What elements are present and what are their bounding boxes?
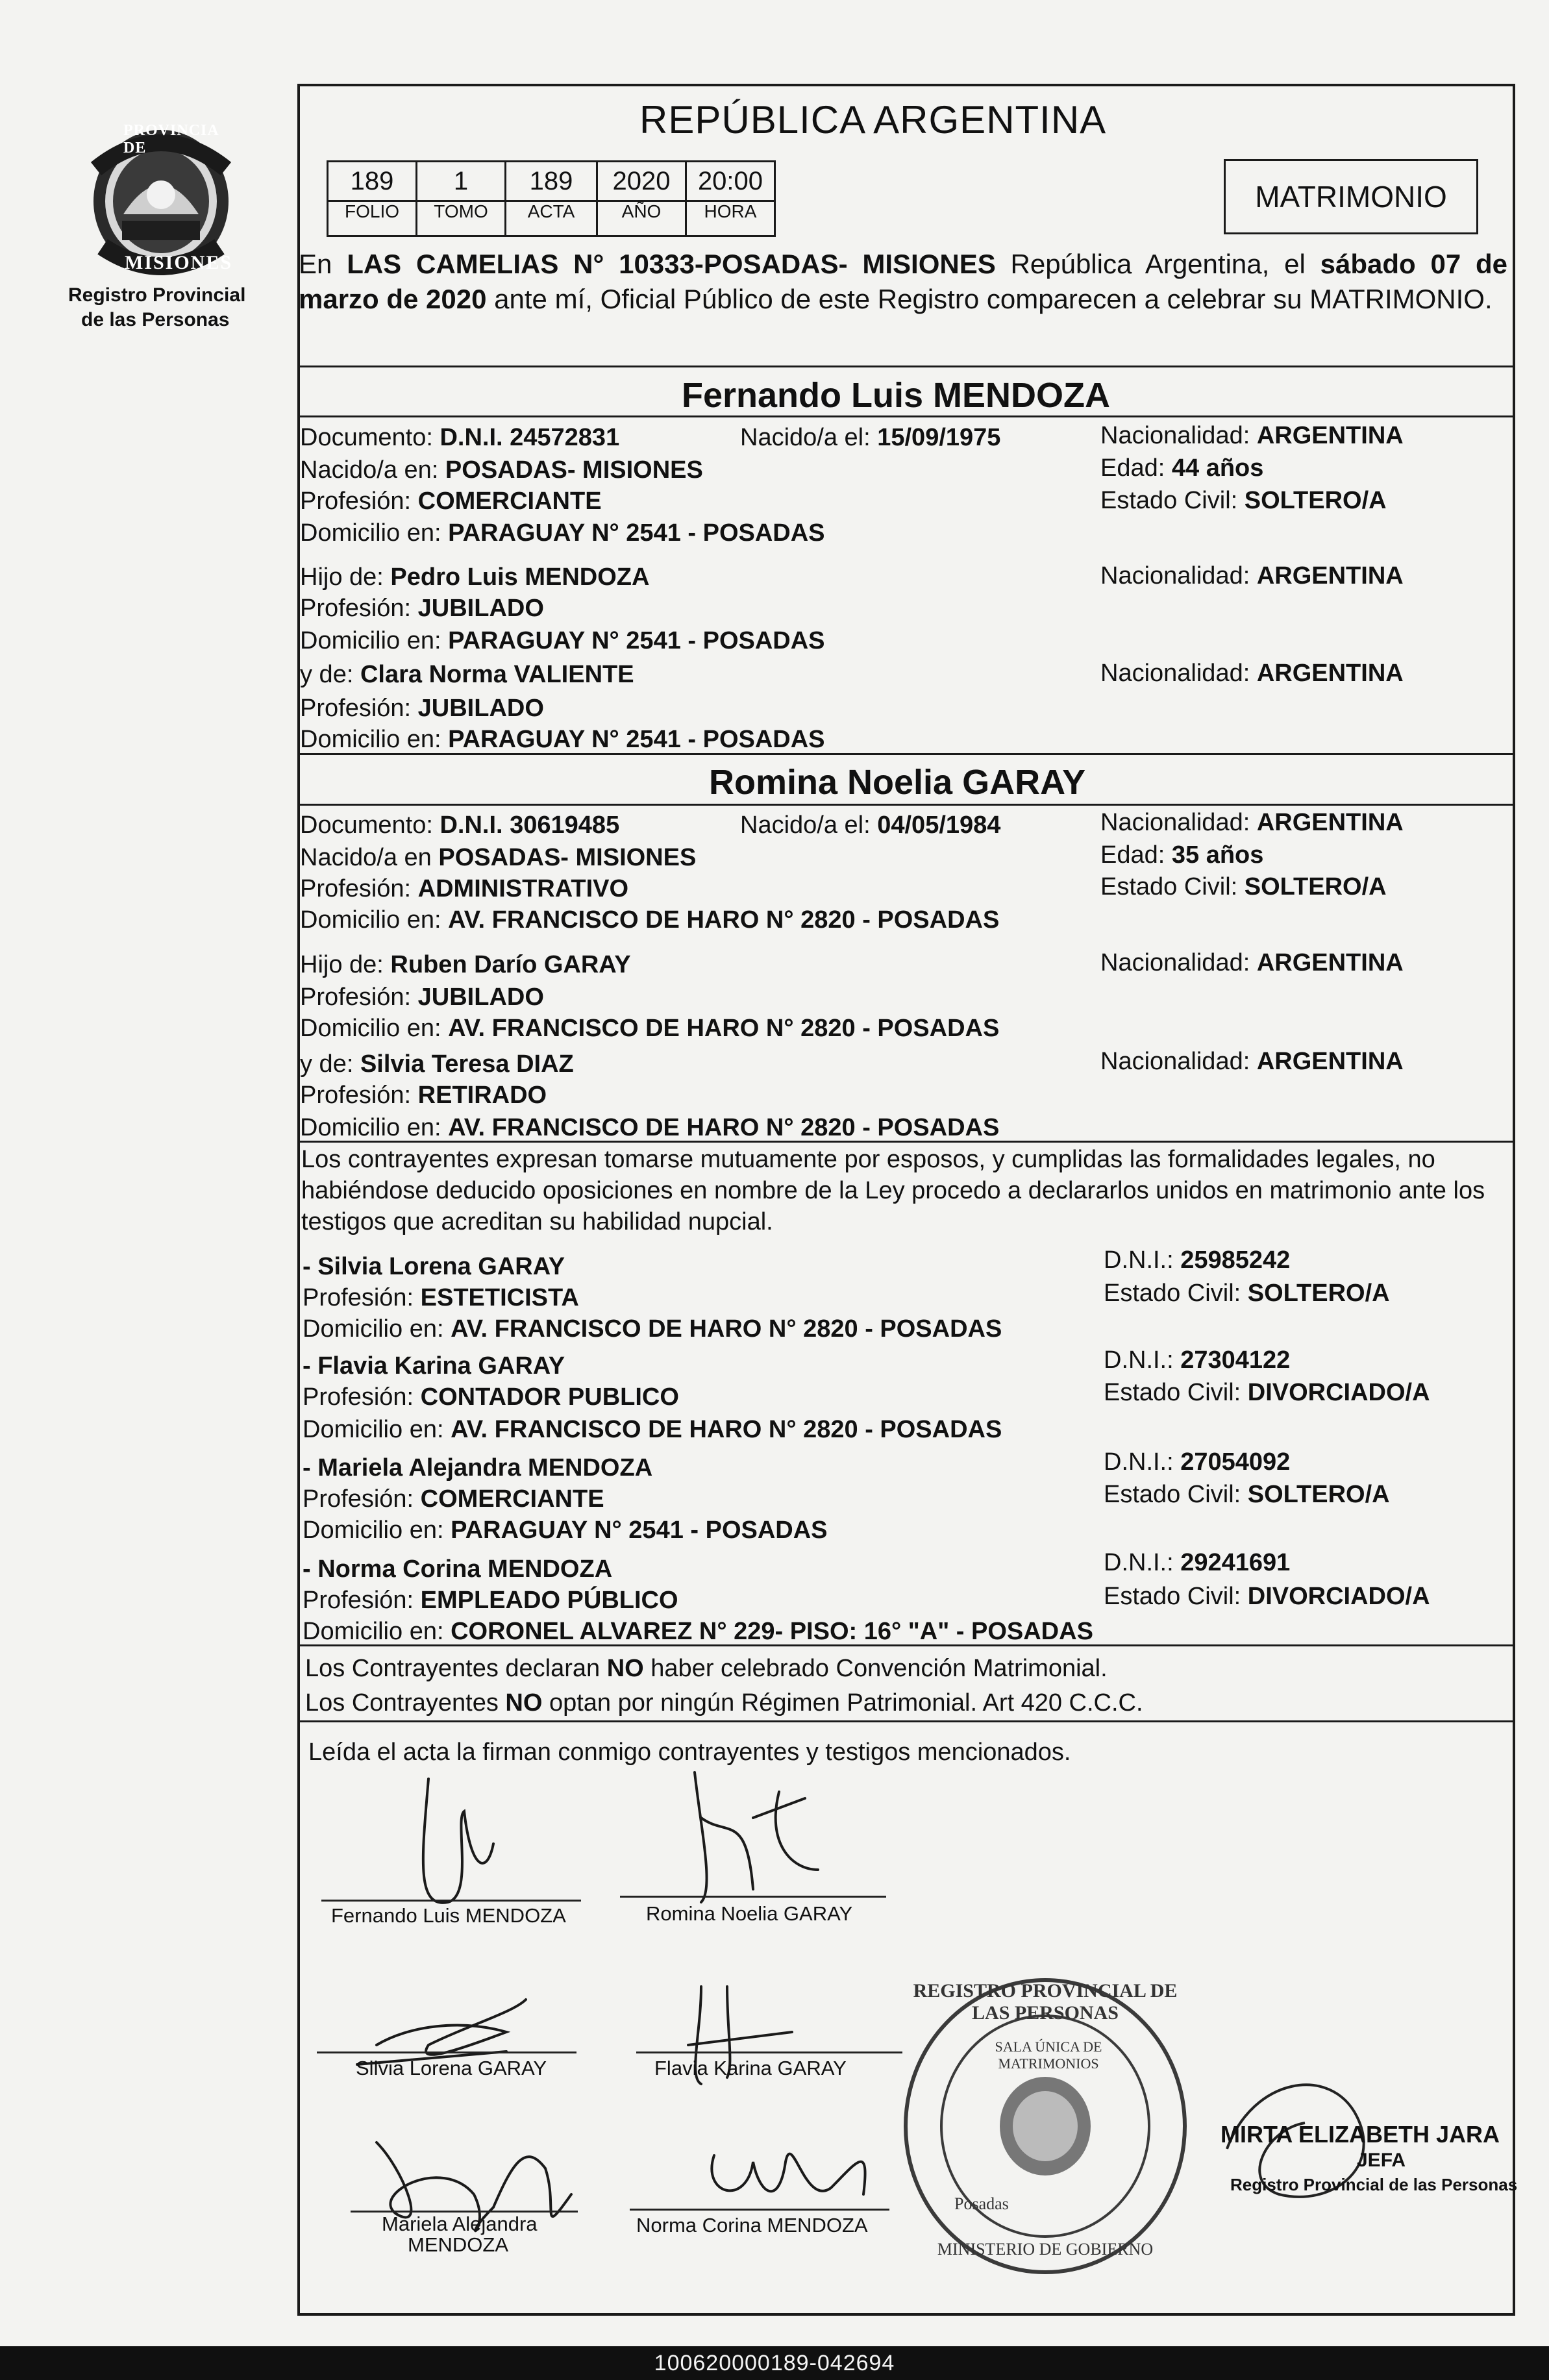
signature-label-witness-4: Norma Corina MENDOZA	[636, 2214, 868, 2237]
witness-dni: D.N.I.: 27054092	[1104, 1448, 1291, 1476]
bride-nationality: Nacionalidad: ARGENTINA	[1100, 809, 1404, 836]
groom-mother-nationality: Nacionalidad: ARGENTINA	[1100, 660, 1404, 687]
year-label: AÑO	[598, 200, 685, 221]
signature-label-witness-3-line1: Mariela Alejandra	[382, 2213, 538, 2235]
signature-bride	[695, 1772, 818, 1902]
bride-father-nationality: Nacionalidad: ARGENTINA	[1100, 949, 1404, 976]
signature-label-witness-2: Flavia Karina GARAY	[654, 2057, 847, 2079]
bride-birth-place: Nacido/a en POSADAS- MISIONES	[300, 844, 697, 871]
witness-civil-status: Estado Civil: DIVORCIADO/A	[1104, 1379, 1430, 1406]
bride-mother-address: Domicilio en: AV. FRANCISCO DE HARO N° 2820 - POSADAS	[300, 1114, 1000, 1141]
witness-address: Domicilio en: CORONEL ALVAREZ N° 229- PISO: 16° "A" - POSADAS	[303, 1618, 1093, 1645]
bride-address: Domicilio en: AV. FRANCISCO DE HARO N° 2820 - POSADAS	[300, 906, 1000, 934]
groom-father-profession: Profesión: JUBILADO	[300, 595, 544, 622]
bride-father-profession: Profesión: JUBILADO	[300, 984, 544, 1011]
intro-text-2: República Argentina, el	[995, 249, 1320, 279]
seal-top-text: REGISTRO PROVINCIAL DE LAS PERSONAS	[913, 1980, 1178, 2024]
witness-address: Domicilio en: AV. FRANCISCO DE HARO N° 2820 - POSADAS	[303, 1416, 1002, 1443]
witness-name: - Mariela Alejandra MENDOZA	[303, 1454, 653, 1481]
signature-line-groom	[321, 1900, 581, 1902]
footer-code: 100620000189-042694	[654, 2351, 895, 2375]
hour-box	[685, 160, 776, 237]
bride-father: Hijo de: Ruben Darío GARAY	[300, 951, 631, 978]
groom-mother: y de: Clara Norma VALIENTE	[300, 661, 634, 688]
folio-label: FOLIO	[328, 200, 415, 221]
bride-birth-date: Nacido/a el: 04/05/1984	[740, 812, 1001, 839]
groom-profession: Profesión: COMERCIANTE	[300, 488, 602, 515]
witness-address: Domicilio en: AV. FRANCISCO DE HARO N° 2820 - POSADAS	[303, 1315, 1002, 1343]
groom-father-address: Domicilio en: PARAGUAY N° 2541 - POSADAS	[300, 627, 825, 654]
logo-arc-text: PROVINCIA DE	[123, 122, 219, 156]
seal-city-text: Posadas	[954, 2194, 1009, 2213]
witness-profession: Profesión: EMPLEADO PÚBLICO	[303, 1587, 678, 1614]
witness-profession: Profesión: CONTADOR PUBLICO	[303, 1383, 679, 1411]
ceremony-place: LAS CAMELIAS N° 10333-POSADAS- MISIONES	[347, 249, 996, 279]
intro-text-3: ante mí, Oficial Público de este Registro comparecen a celebrar su MATRIMONIO.	[486, 284, 1493, 314]
witness-name: - Flavia Karina GARAY	[303, 1352, 565, 1380]
seal-bottom-text: MINISTERIO DE GOBIERNO	[937, 2240, 1154, 2259]
registry-logo	[83, 117, 239, 279]
divider-after-groom	[297, 753, 1515, 755]
bride-mother: y de: Silvia Teresa DIAZ	[300, 1050, 574, 1078]
groom-birth-place: Nacido/a en: POSADAS- MISIONES	[300, 456, 703, 484]
official-seal	[896, 1967, 1195, 2279]
tomo-label: TOMO	[417, 200, 504, 221]
divider-after-intro	[297, 366, 1515, 367]
divider-after-groom-name	[297, 415, 1515, 417]
witness-address: Domicilio en: PARAGUAY N° 2541 - POSADAS	[303, 1517, 828, 1544]
groom-father: Hijo de: Pedro Luis MENDOZA	[300, 564, 650, 591]
signature-groom	[423, 1779, 493, 1903]
bride-mother-nationality: Nacionalidad: ARGENTINA	[1100, 1048, 1404, 1075]
witness-civil-status: Estado Civil: SOLTERO/A	[1104, 1280, 1390, 1307]
groom-birth-date: Nacido/a el: 15/09/1975	[740, 424, 1001, 451]
acta-value: 189	[529, 167, 573, 195]
logo-bottom-text: MISIONES	[125, 252, 233, 273]
registry-name-line1: Registro Provincial	[68, 284, 246, 306]
groom-name: Fernando Luis MENDOZA	[682, 376, 1110, 415]
groom-father-nationality: Nacionalidad: ARGENTINA	[1100, 562, 1404, 589]
country-title: REPÚBLICA ARGENTINA	[639, 98, 1107, 142]
groom-nationality: Nacionalidad: ARGENTINA	[1100, 422, 1404, 449]
intro-paragraph	[299, 247, 1507, 317]
acta-label: ACTA	[506, 200, 596, 221]
declaration-paragraph: Los contrayentes expresan tomarse mutuamente por esposos, y cumplidas las formalidades legales, no habiéndose deducido oposiciones en nombre de la Ley procedo a declararlos unidos en matrimonio ante los testigos que acreditan su habilidad nupcial.	[301, 1146, 1485, 1235]
bride-document: Documento: D.N.I. 30619485	[300, 812, 620, 839]
ceremony-date: sábado 07 de marzo de 2020	[299, 249, 1508, 314]
groom-mother-address: Domicilio en: PARAGUAY N° 2541 - POSADAS	[300, 726, 825, 753]
note-convention: Los Contrayentes declaran NO haber celebrado Convención Matrimonial.	[305, 1655, 1108, 1682]
note-regime: Los Contrayentes NO optan por ningún Régimen Patrimonial. Art 420 C.C.C.	[305, 1689, 1143, 1717]
official-name: MIRTA ELIZABETH JARA	[1221, 2121, 1500, 2148]
signature-label-witness-1: Silvia Lorena GARAY	[356, 2057, 547, 2079]
bride-age: Edad: 35 años	[1100, 841, 1264, 869]
witness-profession: Profesión: COMERCIANTE	[303, 1485, 604, 1513]
document-type: MATRIMONIO	[1255, 180, 1447, 214]
witness-name: - Silvia Lorena GARAY	[303, 1253, 565, 1280]
bride-father-address: Domicilio en: AV. FRANCISCO DE HARO N° 2820 - POSADAS	[300, 1015, 1000, 1042]
bride-civil-status: Estado Civil: SOLTERO/A	[1100, 873, 1387, 900]
hour-value: 20:00	[697, 167, 763, 195]
tomo-value: 1	[453, 167, 469, 195]
signature-line-witness-4	[630, 2209, 889, 2211]
bride-name: Romina Noelia GARAY	[709, 763, 1086, 802]
document-type-box	[1224, 159, 1478, 234]
year-value: 2020	[612, 167, 671, 195]
witness-civil-status: Estado Civil: SOLTERO/A	[1104, 1481, 1390, 1508]
groom-mother-profession: Profesión: JUBILADO	[300, 695, 544, 722]
tomo-box	[415, 160, 506, 237]
groom-civil-status: Estado Civil: SOLTERO/A	[1100, 487, 1387, 514]
signature-label-bride: Romina Noelia GARAY	[646, 1902, 853, 1925]
official-org: Registro Provincial de las Personas	[1230, 2175, 1518, 2194]
registry-name-line2: de las Personas	[81, 309, 230, 330]
signature-line-witness-2	[636, 2052, 902, 2053]
divider-after-bride-name	[297, 804, 1515, 806]
bride-profession: Profesión: ADMINISTRATIVO	[300, 875, 629, 902]
folio-value: 189	[350, 167, 394, 195]
footer-code-bar	[0, 2346, 1549, 2380]
witness-dni: D.N.I.: 27304122	[1104, 1346, 1291, 1374]
witness-civil-status: Estado Civil: DIVORCIADO/A	[1104, 1583, 1430, 1610]
folio-box	[327, 160, 417, 237]
signature-witness-1	[357, 2000, 526, 2064]
hour-label: HORA	[687, 200, 774, 221]
witness-name: - Norma Corina MENDOZA	[303, 1556, 613, 1583]
signature-witness-4	[712, 2154, 865, 2194]
signature-label-groom: Fernando Luis MENDOZA	[331, 1904, 566, 1927]
groom-age: Edad: 44 años	[1100, 454, 1264, 482]
seal-inner-text: SALA ÚNICA DE MATRIMONIOS	[995, 2039, 1102, 2072]
witness-profession: Profesión: ESTETICISTA	[303, 1284, 579, 1311]
intro-text-1: En	[299, 249, 347, 279]
signature-line-bride	[620, 1896, 886, 1898]
signature-label-witness-3-line2: MENDOZA	[408, 2233, 508, 2256]
groom-address: Domicilio en: PARAGUAY N° 2541 - POSADAS	[300, 519, 825, 547]
official-role: JEFA	[1357, 2150, 1406, 2171]
witness-dni: D.N.I.: 25985242	[1104, 1246, 1291, 1274]
divider-after-notes	[297, 1720, 1515, 1722]
acta-box	[504, 160, 598, 237]
closing-statement: Leída el acta la firman conmigo contrayentes y testigos mencionados.	[308, 1739, 1071, 1766]
bride-mother-profession: Profesión: RETIRADO	[300, 1082, 547, 1109]
groom-document: Documento: D.N.I. 24572831	[300, 424, 620, 451]
witness-dni: D.N.I.: 29241691	[1104, 1549, 1291, 1576]
year-box	[596, 160, 687, 237]
signature-line-witness-1	[317, 2052, 576, 2053]
